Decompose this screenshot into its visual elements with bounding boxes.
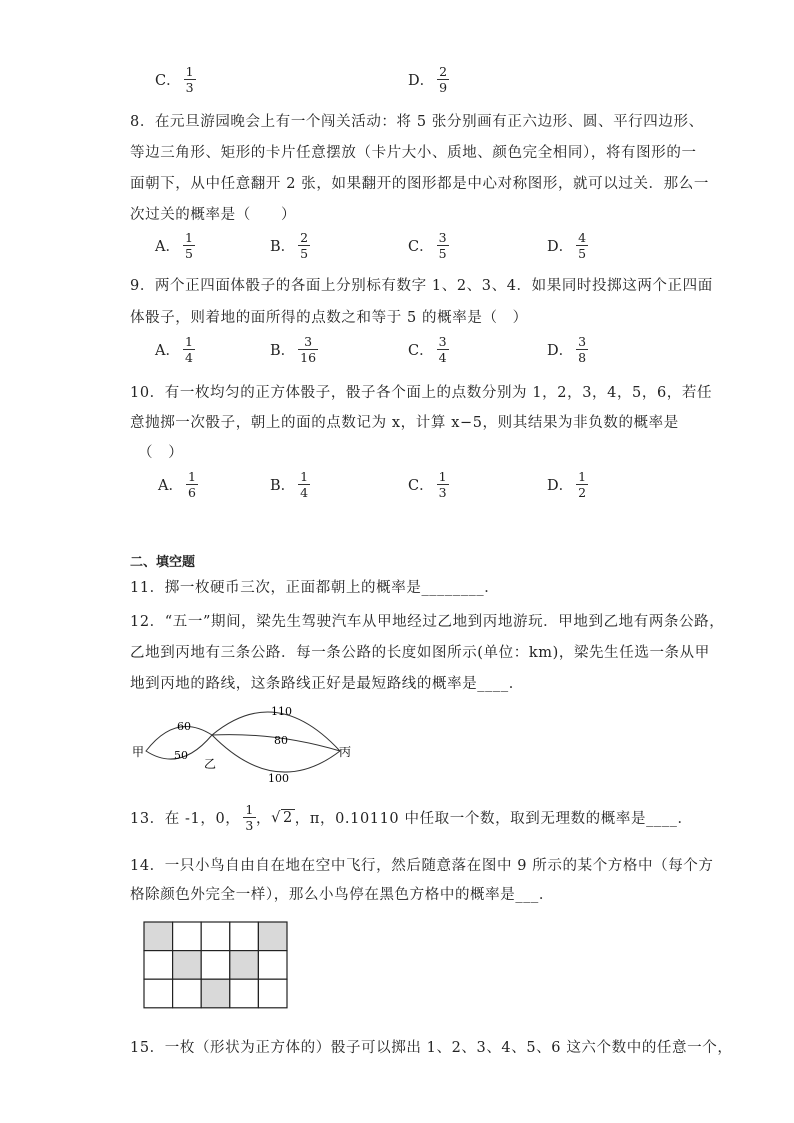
route-label: 110 — [271, 705, 292, 718]
q13-suffix: ，π，0.10110 中任取一个数，取到无理数的概率是____． — [294, 811, 693, 827]
q14-text-line-1: 14．一只小鸟自由自在地在空中飞行，然后随意落在图中 9 所示的某个方格中（每个方 — [130, 858, 714, 874]
option-label: A． — [158, 478, 183, 494]
fraction — [576, 230, 588, 261]
fraction — [437, 230, 449, 261]
fraction-denominator: 4 — [300, 485, 309, 500]
grid-cell — [173, 922, 202, 951]
fraction — [243, 802, 256, 833]
fraction — [298, 230, 310, 261]
sqrt-radicand: 2 — [282, 809, 293, 826]
q10-text-line-1: 10．有一枚均匀的正方体骰子，骰子各个面上的点数分别为 1，2，3，4，5，6，若任 — [130, 385, 713, 401]
sqrt-sign: √ — [271, 809, 281, 826]
grid-cell-shaded — [144, 922, 173, 951]
option-d — [547, 334, 588, 365]
option-label: C． — [155, 73, 181, 89]
fraction-numerator: 1 — [187, 469, 196, 484]
option-label: A． — [155, 239, 180, 255]
fraction-numerator: 1 — [300, 469, 309, 484]
grid-cell — [258, 951, 287, 980]
fraction-denominator: 5 — [578, 246, 587, 261]
fraction — [183, 334, 195, 365]
route-label: 50 — [174, 749, 188, 762]
fraction-numerator: 1 — [245, 802, 254, 817]
fraction-numerator: 1 — [578, 469, 587, 484]
grid-cell — [230, 979, 259, 1008]
grid-cell-shaded — [230, 951, 259, 980]
grid-cell — [201, 951, 230, 980]
route-label: 100 — [268, 772, 289, 785]
q7-option-c — [155, 64, 196, 95]
fraction-denominator: 9 — [439, 80, 448, 95]
fraction-denominator: 16 — [300, 350, 317, 365]
route-diagram — [128, 700, 368, 790]
fraction-numerator: 1 — [438, 469, 447, 484]
grid-cell-shaded — [173, 951, 202, 980]
fraction-denominator: 5 — [184, 246, 193, 261]
fraction — [437, 469, 449, 500]
grid-cell — [144, 951, 173, 980]
q15-text-line-1: 15．一枚（形状为正方体的）骰子可以掷出 1、2、3、4、5、6 这六个数中的任意一个， — [130, 1040, 733, 1056]
q12-text-line-1: 12．“五一”期间，梁先生驾驶汽车从甲地经过乙地到丙地游玩．甲地到乙地有两条公路， — [130, 614, 725, 630]
fraction-denominator: 6 — [187, 485, 196, 500]
grid-cell-shaded — [258, 922, 287, 951]
fraction-numerator: 3 — [438, 230, 447, 245]
fraction — [576, 334, 588, 365]
option-c — [408, 334, 449, 365]
fraction-numerator: 2 — [300, 230, 309, 245]
grid-cell — [144, 979, 173, 1008]
route-label: 80 — [274, 734, 288, 747]
option-label: B． — [270, 478, 296, 494]
fraction-numerator: 3 — [438, 334, 447, 349]
option-c — [408, 230, 449, 261]
fraction-denominator: 5 — [438, 246, 447, 261]
place-label-yi: 乙 — [204, 757, 217, 771]
grid-cell — [230, 922, 259, 951]
fraction-numerator: 3 — [304, 334, 313, 349]
fraction-denominator: 2 — [578, 485, 587, 500]
q7-option-d — [408, 64, 449, 95]
fraction — [437, 64, 449, 95]
fraction-denominator: 3 — [438, 485, 447, 500]
grid-cell — [173, 979, 202, 1008]
option-b — [270, 230, 310, 261]
option-c — [408, 469, 449, 500]
q8-text-line-3: 面朝下，从中任意翻开 2 张，如果翻开的图形都是中心对称图形，就可以过关．那么一 — [130, 176, 709, 192]
q9-text-line-1: 9．两个正四面体骰子的各面上分别标有数字 1、2、3、4．如果同时投掷这两个正四面 — [130, 278, 713, 294]
fraction — [183, 230, 195, 261]
option-label: D． — [547, 239, 574, 255]
fraction — [437, 334, 449, 365]
q13-separator: ， — [255, 811, 272, 827]
fraction-denominator: 4 — [184, 350, 193, 365]
option-a — [155, 230, 195, 261]
option-label: D． — [547, 478, 574, 494]
fraction — [298, 334, 318, 365]
fraction-denominator: 3 — [185, 80, 194, 95]
option-b — [270, 469, 310, 500]
fraction-numerator: 1 — [184, 230, 193, 245]
section-heading: 二、填空题 — [130, 555, 196, 570]
fraction-denominator: 3 — [245, 818, 254, 833]
route-label: 60 — [177, 720, 191, 733]
q10-text-line-3: （ ） — [138, 445, 184, 461]
fraction-numerator: 1 — [184, 334, 193, 349]
option-label: B． — [270, 343, 296, 359]
place-label-bing: 丙 — [339, 745, 352, 759]
option-d — [547, 230, 588, 261]
grid-cell — [201, 922, 230, 951]
sqrt-expression — [271, 810, 295, 826]
q8-text-line-2: 等边三角形、矩形的卡片任意摆放（卡片大小、质地、颜色完全相同），将有图形的一 — [130, 145, 697, 161]
q12-text-line-2: 乙地到丙地有三条公路．每一条公路的长度如图所示(单位：km)，梁先生任选一条从甲 — [130, 645, 710, 661]
option-d — [547, 469, 588, 500]
q13-text — [130, 802, 693, 833]
option-label: B． — [270, 239, 296, 255]
fraction — [186, 469, 198, 500]
fraction-denominator: 8 — [578, 350, 587, 365]
fraction-numerator: 4 — [578, 230, 587, 245]
fraction-denominator: 5 — [300, 246, 309, 261]
fraction-numerator: 1 — [185, 64, 194, 79]
fraction-numerator: 3 — [578, 334, 587, 349]
q14-text-line-2: 格除颜色外完全一样），那么小鸟停在黑色方格中的概率是___． — [130, 887, 554, 903]
square-grid — [143, 921, 289, 1010]
fraction — [298, 469, 310, 500]
grid-cell — [258, 979, 287, 1008]
option-label: C． — [408, 478, 434, 494]
fraction — [184, 64, 196, 95]
option-label: C． — [408, 239, 434, 255]
q8-text-line-4: 次过关的概率是（ ） — [130, 207, 297, 223]
option-label: A． — [155, 343, 180, 359]
fraction-numerator: 2 — [439, 64, 448, 79]
fraction-denominator: 4 — [438, 350, 447, 365]
q13-prefix: 13．在 -1，0， — [130, 811, 241, 827]
q10-text-line-2: 意抛掷一次骰子，朝上的面的点数记为 x，计算 x−5，则其结果为非负数的概率是 — [130, 415, 679, 431]
option-label: D． — [408, 73, 435, 89]
option-b — [270, 334, 318, 365]
q12-text-line-3: 地到丙地的路线，这条路线正好是最短路线的概率是____． — [130, 676, 524, 692]
option-a — [155, 334, 195, 365]
grid-cell-shaded — [201, 979, 230, 1008]
option-a — [158, 469, 198, 500]
place-label-jia: 甲 — [132, 745, 145, 759]
option-label: D． — [547, 343, 574, 359]
fraction — [576, 469, 588, 500]
q11-text: 11．掷一枚硬币三次，正面都朝上的概率是________． — [130, 580, 500, 596]
q8-text-line-1: 8．在元旦游园晚会上有一个闯关活动：将 5 张分别画有正六边形、圆、平行四边形、 — [130, 114, 704, 130]
q9-text-line-2: 体骰子，则着地的面所得的点数之和等于 5 的概率是（ ） — [130, 310, 528, 326]
option-label: C． — [408, 343, 434, 359]
